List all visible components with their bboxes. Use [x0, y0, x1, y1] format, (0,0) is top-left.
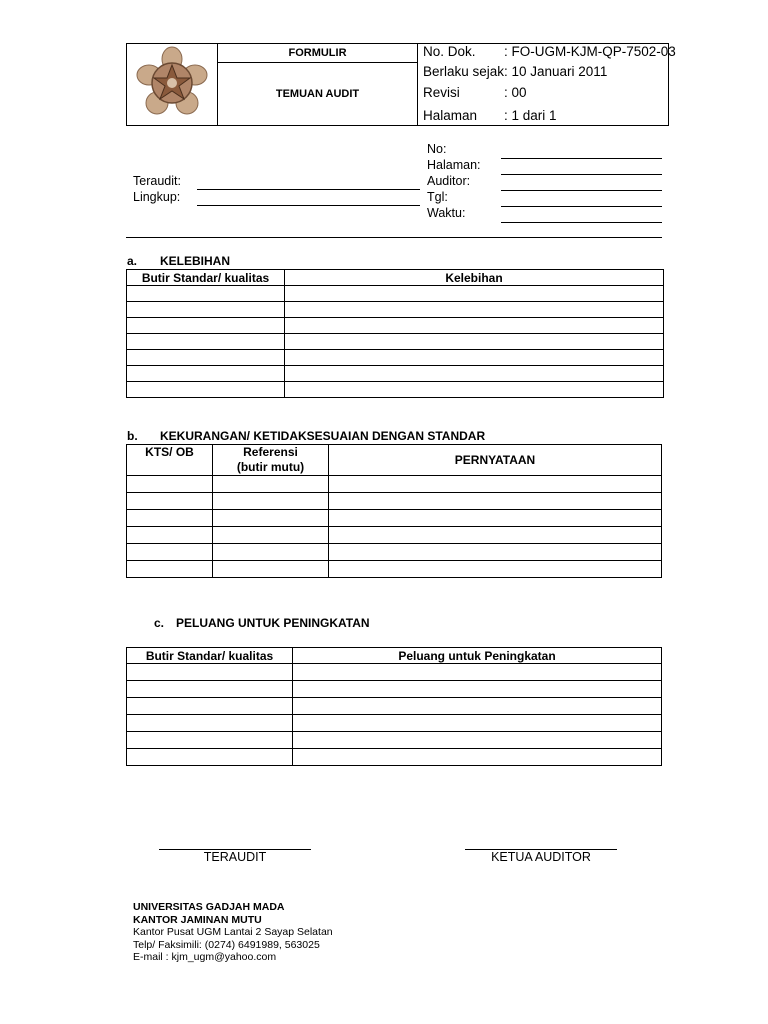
footer-phone: Telp/ Faksimili: (0274) 6491989, 563025 — [133, 938, 320, 951]
table-cell[interactable] — [213, 510, 329, 527]
col-header-referensi-line2: (butir mutu) — [236, 460, 305, 474]
table-row — [127, 302, 664, 318]
col-header-pernyataan: PERNYATAAN — [329, 445, 662, 476]
table-row — [127, 318, 664, 334]
field-auditor[interactable] — [501, 190, 662, 191]
meta-value-page: : 1 dari 1 — [504, 108, 557, 123]
meta-value-revision: : 00 — [504, 85, 527, 100]
form-title: TEMUAN AUDIT — [218, 63, 418, 126]
field-no[interactable] — [501, 158, 662, 159]
col-header-peluang: Peluang untuk Peningkatan — [293, 648, 662, 664]
table-cell[interactable] — [127, 681, 293, 698]
footer — [133, 901, 333, 964]
table-cell[interactable] — [127, 732, 293, 749]
table-row — [127, 749, 662, 766]
field-teraudit[interactable] — [197, 189, 420, 190]
col-header-butir: Butir Standar/ kualitas — [127, 270, 285, 286]
table-row — [127, 561, 662, 578]
label-halaman: Halaman: — [427, 158, 481, 172]
label-no: No: — [427, 142, 447, 156]
table-cell[interactable] — [127, 493, 213, 510]
table-row — [127, 544, 662, 561]
table-cell[interactable] — [127, 664, 293, 681]
table-cell[interactable] — [127, 318, 285, 334]
table-cell[interactable] — [285, 318, 664, 334]
field-tgl[interactable] — [501, 206, 662, 207]
table-cell[interactable] — [127, 544, 213, 561]
label-teraudit: Teraudit: — [133, 174, 181, 188]
footer-email: E-mail : kjm_ugm@yahoo.com — [133, 951, 277, 963]
signature-label-teraudit: TERAUDIT — [203, 850, 267, 864]
table-cell[interactable] — [127, 366, 285, 382]
table-cell[interactable] — [127, 749, 293, 766]
table-cell[interactable] — [127, 698, 293, 715]
footer-org: UNIVERSITAS GADJAH MADA — [133, 901, 285, 913]
table-cell[interactable] — [285, 286, 664, 302]
col-header-kts: KTS/ OB — [127, 445, 213, 476]
meta-value-since: : 10 Januari 2011 — [504, 64, 608, 79]
section-c-letter: c. — [154, 616, 165, 630]
section-b-title: KEKURANGAN/ KETIDAKSESUAIAN DENGAN STANDAR — [160, 429, 486, 443]
table-cell[interactable] — [285, 334, 664, 350]
table-cell[interactable] — [293, 732, 662, 749]
table-cell[interactable] — [127, 561, 213, 578]
table-cell[interactable] — [293, 681, 662, 698]
table-cell[interactable] — [285, 302, 664, 318]
field-halaman[interactable] — [501, 174, 662, 175]
table-cell[interactable] — [329, 544, 662, 561]
table-row — [127, 510, 662, 527]
table-cell[interactable] — [293, 715, 662, 732]
table-cell[interactable] — [213, 527, 329, 544]
label-auditor: Auditor: — [427, 174, 471, 188]
section-a-title: KELEBIHAN — [160, 254, 231, 268]
table-cell[interactable] — [127, 715, 293, 732]
table-cell[interactable] — [127, 476, 213, 493]
table-row — [127, 366, 664, 382]
col-header-kelebihan: Kelebihan — [285, 270, 664, 286]
signature-label-ketua: KETUA AUDITOR — [491, 850, 591, 864]
table-row — [127, 698, 662, 715]
table-row — [127, 382, 664, 398]
table-cell[interactable] — [127, 382, 285, 398]
field-waktu[interactable] — [501, 222, 662, 223]
label-waktu: Waktu: — [427, 206, 466, 220]
meta-label-since: Berlaku sejak — [423, 64, 505, 79]
table-cell[interactable] — [285, 382, 664, 398]
logo-cell — [127, 44, 218, 126]
table-cell[interactable] — [213, 544, 329, 561]
meta-label-page: Halaman — [423, 108, 478, 123]
table-cell[interactable] — [127, 527, 213, 544]
table-row — [127, 493, 662, 510]
table-kelebihan — [126, 269, 664, 398]
table-cell[interactable] — [127, 302, 285, 318]
table-cell[interactable] — [127, 334, 285, 350]
section-a-letter: a. — [127, 254, 138, 268]
footer-address: Kantor Pusat UGM Lantai 2 Sayap Selatan — [133, 926, 333, 938]
info-divider — [126, 237, 662, 238]
meta-label-doc: No. Dok. — [423, 44, 476, 59]
table-row — [127, 732, 662, 749]
table-row — [127, 664, 662, 681]
col-header-referensi-line1: Referensi — [243, 445, 298, 459]
table-row — [127, 350, 664, 366]
form-label: FORMULIR — [218, 44, 418, 63]
table-row — [127, 476, 662, 493]
meta-value-doc: : FO-UGM-KJM-QP-7502-03 — [504, 44, 676, 59]
section-b-letter: b. — [127, 429, 138, 443]
col-header-referensi — [213, 445, 329, 476]
section-c-title: PELUANG UNTUK PENINGKATAN — [176, 616, 370, 630]
table-cell[interactable] — [285, 366, 664, 382]
col-header-butir-c: Butir Standar/ kualitas — [127, 648, 293, 664]
table-row — [127, 681, 662, 698]
table-cell[interactable] — [329, 527, 662, 544]
table-cell[interactable] — [127, 350, 285, 366]
table-cell[interactable] — [329, 493, 662, 510]
table-cell[interactable] — [293, 749, 662, 766]
field-lingkup[interactable] — [197, 205, 420, 206]
ugm-seal-logo — [132, 45, 212, 121]
table-cell[interactable] — [213, 561, 329, 578]
table-kekurangan — [126, 444, 662, 578]
table-cell[interactable] — [285, 350, 664, 366]
table-cell[interactable] — [127, 510, 213, 527]
table-row — [127, 286, 664, 302]
meta-label-revision: Revisi — [423, 85, 460, 100]
label-lingkup: Lingkup: — [133, 190, 181, 204]
table-cell[interactable] — [329, 476, 662, 493]
footer-office: KANTOR JAMINAN MUTU — [133, 913, 262, 926]
table-row — [127, 527, 662, 544]
table-cell[interactable] — [127, 286, 285, 302]
table-cell[interactable] — [213, 476, 329, 493]
table-cell[interactable] — [329, 510, 662, 527]
label-tgl: Tgl: — [427, 190, 448, 204]
table-cell[interactable] — [293, 698, 662, 715]
table-cell[interactable] — [293, 664, 662, 681]
table-cell[interactable] — [213, 493, 329, 510]
table-peluang — [126, 647, 662, 766]
table-row — [127, 334, 664, 350]
table-cell[interactable] — [329, 561, 662, 578]
table-row — [127, 715, 662, 732]
